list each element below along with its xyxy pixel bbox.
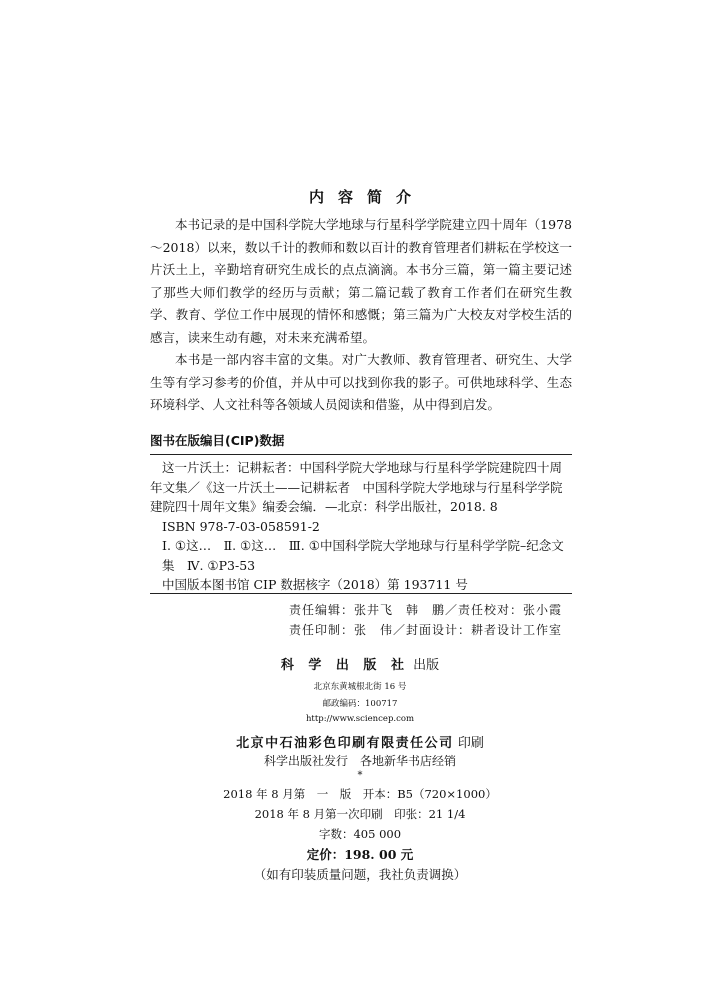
cip-top-rule bbox=[150, 454, 572, 455]
credits-production: 责任印制：张 伟／封面设计：耕者设计工作室 bbox=[288, 623, 562, 637]
cip-classification: Ⅰ. ①这… Ⅱ. ①这… Ⅲ. ①中国科学院大学地球与行星科学学院–纪念文集 Ⅳ. ①P3-53 bbox=[162, 538, 564, 573]
intro-paragraph-1: 本书记录的是中国科学院大学地球与行星科学学院建立四十周年（1978～2018）以来，数以千计的教师和数以百计的教育管理者们耕耘在学校这一片沃土上，辛勤培育研究生成长的点点滴滴。本书分三篇，第一篇主要记述了那些大师们教学的经历与贡献；第二篇记载了教育工作者们在研究生教学、教育、学位工作中展现的情怀和感慨；第三篇为广大校友对学校生活的感言，读来生动有趣，对未来充满希望。 bbox=[150, 217, 572, 345]
cip-bottom-rule bbox=[150, 593, 572, 594]
printer-suffix: 印刷 bbox=[457, 736, 484, 751]
cip-title-line: 这一片沃土：记耕耘者：中国科学院大学地球与行星科学学院建院四十周年文集／《这一片沃土——记耕耘者 中国科学院大学地球与行星科学学院建院四十周年文集》编委会编．—北京：科学出版社，2018. 8 bbox=[150, 460, 563, 514]
intro-text bbox=[150, 214, 572, 417]
cip-isbn: ISBN 978-7-03-058591-2 bbox=[162, 518, 320, 534]
intro-title: 内容简介 bbox=[308, 188, 425, 206]
publisher-address: 北京东黄城根北街 16 号 bbox=[313, 682, 407, 692]
quality-notice: （如有印装质量问题，我社负责调换） bbox=[253, 867, 467, 882]
publisher-url: http://www.sciencep.com bbox=[305, 714, 415, 724]
separator-star: * bbox=[357, 770, 363, 781]
word-count: 字数：405 000 bbox=[318, 827, 402, 841]
distribution-line: 科学出版社发行 各地新华书店经销 bbox=[263, 754, 456, 768]
cip-number: 中国版本图书馆 CIP 数据核字（2018）第 193711 号 bbox=[162, 577, 468, 592]
cip-block bbox=[150, 458, 572, 595]
credits-block bbox=[150, 600, 572, 640]
postal-code: 邮政编码：100717 bbox=[322, 699, 398, 709]
publisher-name: 科 学 出 版 社 bbox=[280, 658, 409, 673]
cip-heading: 图书在版编目(CIP)数据 bbox=[150, 433, 285, 448]
intro-paragraph-2: 本书是一部内容丰富的文集。对广大教师、教育管理者、研究生、大学生等有学习参考的价值，并从中可以找到你我的影子。可供地球科学、生态环境科学、人文社科等各领域人员阅读和借鉴，从中得到启发。 bbox=[150, 352, 572, 412]
publisher-suffix: 出版 bbox=[413, 658, 440, 673]
credits-editors: 责任编辑：张井飞 韩 鹏／责任校对：张小霞 bbox=[288, 603, 562, 617]
edition-line: 2018 年 8 月第 一 版 开本：B5（720×1000） bbox=[223, 787, 497, 801]
printing-line: 2018 年 8 月第一次印刷 印张：21 1/4 bbox=[254, 807, 466, 821]
publisher-line bbox=[0, 654, 720, 673]
price: 定价：198. 00 元 bbox=[306, 847, 414, 862]
printer-line bbox=[0, 732, 720, 751]
printer-name: 北京中石油彩色印刷有限责任公司 bbox=[236, 736, 454, 751]
